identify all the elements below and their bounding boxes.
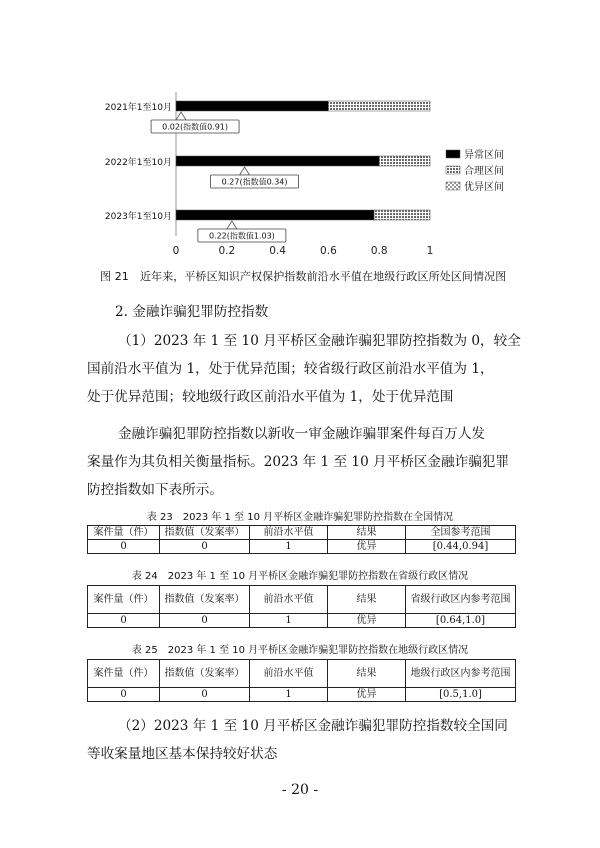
- table23: [87, 525, 516, 554]
- interval-chart: [0, 0, 600, 265]
- page-number: - 20 -: [281, 782, 319, 798]
- table23-header: 结果: [328, 526, 406, 540]
- para3-line1: （2）2023 年 1 至 10 月平桥区金融诈骗犯罪防控指数较全国同: [118, 718, 508, 734]
- para2-line1: 金融诈骗犯罪防控指数以新收一审金融诈骗罪案件每百万人发: [118, 426, 486, 442]
- table-row: [88, 540, 516, 554]
- legend-label: 异常区间: [464, 150, 504, 161]
- table24-header: 案件量（件）: [88, 586, 160, 614]
- table24-cell: 0: [160, 614, 250, 628]
- table25-header: 前沿水平值: [250, 660, 328, 688]
- table24-header: 指数值（发案率）: [160, 586, 250, 614]
- table25-cell: 0: [160, 688, 250, 702]
- x-tick-label: 0.4: [269, 245, 286, 257]
- para2-line2: 案量作为其负相关衡量指标。2023 年 1 至 10 月平桥区金融诈骗犯罪: [87, 454, 509, 470]
- table24-header: 省级行政区内参考范围: [406, 586, 516, 614]
- table24-cell: [0.64,1.0]: [406, 614, 516, 628]
- table23-header: 指数值（发案率）: [160, 526, 250, 540]
- table-row: [88, 614, 516, 628]
- marker-triangle: [227, 221, 237, 229]
- table23-cell: 优异: [328, 540, 406, 554]
- para2-line3: 防控指数如下表所示。: [87, 482, 223, 498]
- bar-segment: [328, 101, 430, 111]
- table24-cell: 0: [88, 614, 160, 628]
- bar-segment: [374, 210, 430, 220]
- table23-header: 前沿水平值: [250, 526, 328, 540]
- x-tick-label: 0: [172, 245, 180, 257]
- para1-line2: 国前沿水平值为 1，处于优异范围；较省级行政区前沿水平值为 1，: [87, 361, 494, 377]
- table25-cell: 0: [88, 688, 160, 702]
- table24-cell: 1: [250, 614, 328, 628]
- x-tick-label: 0.6: [320, 245, 337, 257]
- table23-header: 全国参考范围: [406, 526, 516, 540]
- para1-line1: （1）2023 年 1 至 10 月平桥区金融诈骗犯罪防控指数为 0，较全: [118, 333, 521, 349]
- table23-cell: 0: [160, 540, 250, 554]
- marker-label: 0.02(指数值0.91): [162, 122, 229, 132]
- table25-header: 案件量（件）: [88, 660, 160, 688]
- legend-label: 优异区间: [464, 182, 504, 193]
- table-row: [88, 688, 516, 702]
- chart-legend: [446, 148, 504, 193]
- table24-header: 前沿水平值: [250, 586, 328, 614]
- legend-swatch: [446, 182, 460, 190]
- table25-cell: 优异: [328, 688, 406, 702]
- table25-header: 结果: [328, 660, 406, 688]
- table25: [87, 659, 516, 702]
- x-tick-label: 0.2: [218, 245, 236, 257]
- table25-header: 指数值（发案率）: [160, 660, 250, 688]
- table23-cell: 0: [88, 540, 160, 554]
- section-heading: 2. 金融诈骗犯罪防控指数: [115, 304, 269, 320]
- category-label: 2021年1至10月: [104, 103, 172, 113]
- legend-swatch: [446, 166, 460, 174]
- bar-segment: [176, 156, 379, 166]
- table23-header: 案件量（件）: [88, 526, 160, 540]
- table25-header: 地级行政区内参考范围: [406, 660, 516, 688]
- legend-swatch: [446, 150, 460, 158]
- legend-label: 合理区间: [464, 166, 504, 177]
- table23-caption: 表 23 2023 年 1 至 10 月平桥区金融诈骗犯罪防控指数在全国情况: [146, 512, 454, 523]
- category-label: 2022年1至10月: [104, 158, 172, 168]
- table23-cell: [0.44,0.94]: [406, 540, 516, 554]
- para3-line2: 等收案量地区基本保持较好状态: [87, 746, 278, 762]
- table24-caption: 表 24 2023 年 1 至 10 月平桥区金融诈骗犯罪防控指数在省级行政区情况: [131, 571, 469, 582]
- table25-cell: [0.5,1.0]: [406, 688, 516, 702]
- bar-segment: [379, 156, 430, 166]
- category-label: 2023年1至10月: [104, 212, 172, 222]
- bar-segment: [176, 101, 328, 111]
- table25-caption: 表 25 2023 年 1 至 10 月平桥区金融诈骗犯罪防控指数在地级行政区情况: [131, 645, 469, 656]
- x-tick-label: 1: [426, 245, 434, 257]
- plot-area: [105, 92, 433, 257]
- figure-caption: 图 21 近年来，平桥区知识产权保护指数前沿水平值在地级行政区所处区间情况图: [100, 270, 507, 283]
- marker-label: 0.22(指数值1.03): [208, 231, 275, 241]
- x-tick-label: 0.8: [370, 245, 388, 257]
- marker-label: 0.27(指数值0.34): [221, 177, 288, 187]
- table24: [87, 585, 516, 628]
- table25-cell: 1: [250, 688, 328, 702]
- bar-segment: [176, 210, 374, 220]
- table23-cell: 1: [250, 540, 328, 554]
- para1-line3: 处于优异范围；较地级行政区前沿水平值为 1，处于优异范围: [87, 389, 454, 405]
- marker-triangle: [240, 167, 250, 175]
- table24-header: 结果: [328, 586, 406, 614]
- table24-cell: 优异: [328, 614, 406, 628]
- marker-triangle: [176, 112, 186, 120]
